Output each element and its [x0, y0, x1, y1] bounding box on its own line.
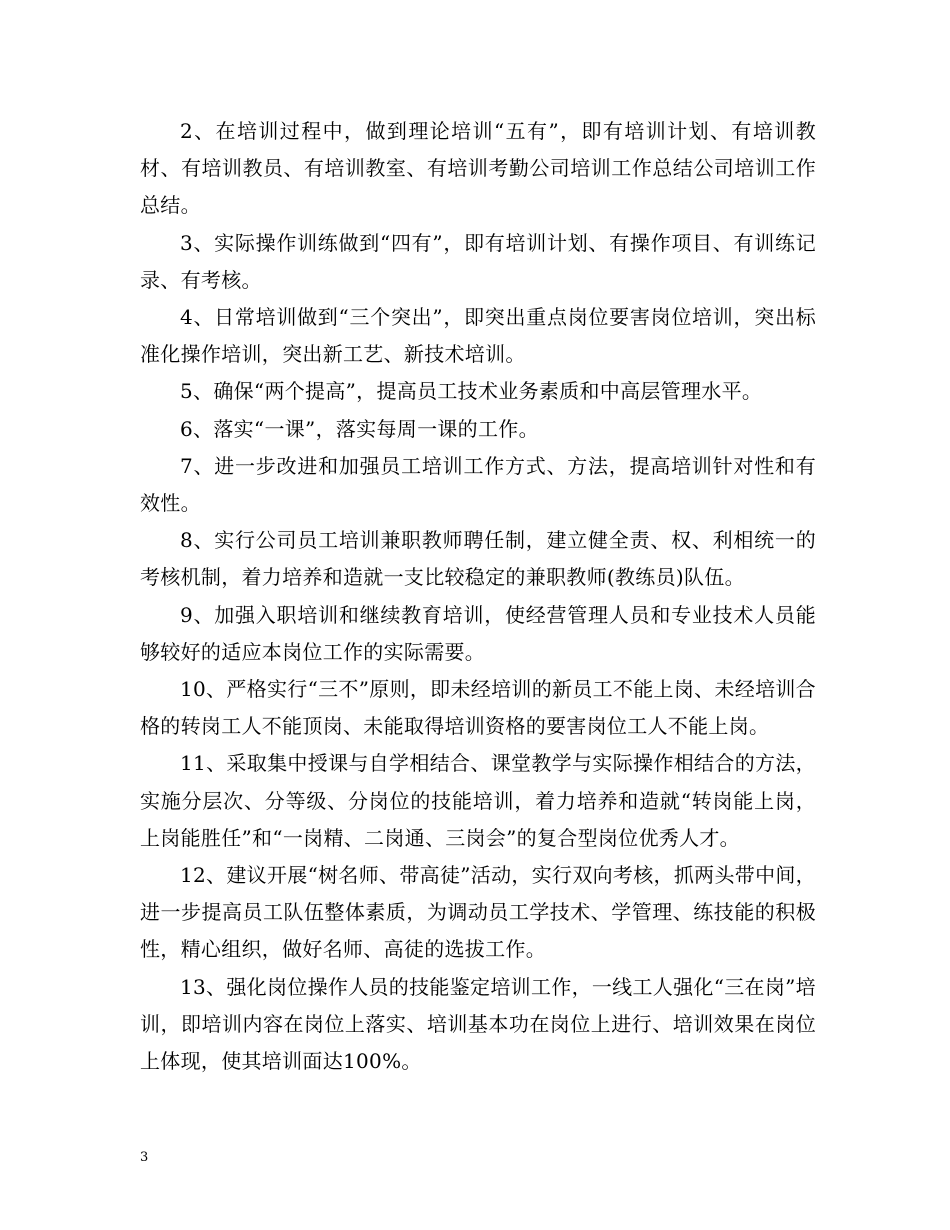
- page-number: 3: [140, 1150, 149, 1165]
- paragraph-item-5: 5、确保“两个提高”，提高员工技术业务素质和中高层管理水平。: [180, 379, 763, 404]
- paragraph-item-12: 12、建议开展“树名师、带高徒”活动，实行双向考核，抓两头带中间，进一步提高员工队伍整体素质，为调动员工学技术、学管理、练技能的积极性，精心组织，做好名师、高徒的选拔工作。: [140, 863, 816, 962]
- paragraph-item-9: 9、加强入职培训和继续教育培训，使经营管理人员和专业技术人员能够较好的适应本岗位工作的实际需要。: [140, 602, 816, 664]
- paragraph-item-13: 13、强化岗位操作人员的技能鉴定培训工作，一线工人强化“三在岗”培训，即培训内容在岗位上落实、培训基本功在岗位上进行、培训效果在岗位上体现，使其培训面达100%。: [140, 974, 816, 1074]
- paragraph-item-7: 7、进一步改进和加强员工培训工作方式、方法，提高培训针对性和有效性。: [140, 453, 816, 516]
- paragraph-item-6: 6、落实“一课”，落实每周一课的工作。: [180, 416, 539, 441]
- paragraph-item-11: 11、采取集中授课与自学相结合、课堂教学与实际操作相结合的方法，实施分层次、分等级、分岗位的技能培训，着力培养和造就“转岗能上岗，上岗能胜任”和“一岗精、二岗通、三岗会”的复合型岗位优秀人才。: [140, 751, 816, 850]
- paragraph-item-10: 10、严格实行“三不”原则，即未经培训的新员工不能上岗、未经培训合格的转岗工人不能顶岗、未能取得培训资格的要害岗位工人不能上岗。: [140, 677, 816, 739]
- paragraph-item-3: 3、实际操作训练做到“四有”，即有培训计划、有操作项目、有训练记录、有考核。: [140, 230, 816, 292]
- paragraph-item-2: 2、在培训过程中，做到理论培训“五有”，即有培训计划、有培训教材、有培训教员、有培训教室、有培训考勤公司培训工作总结公司培训工作总结。: [140, 119, 816, 218]
- paragraph-item-8: 8、实行公司员工培训兼职教师聘任制，建立健全责、权、利相统一的考核机制，着力培养和造就一支比较稳定的兼职教师(教练员)队伍。: [140, 528, 816, 590]
- document-body: [140, 113, 816, 1080]
- paragraph-item-4: 4、日常培训做到“三个突出”，即突出重点岗位要害岗位培训，突出标准化操作培训，突出新工艺、新技术培训。: [140, 305, 816, 367]
